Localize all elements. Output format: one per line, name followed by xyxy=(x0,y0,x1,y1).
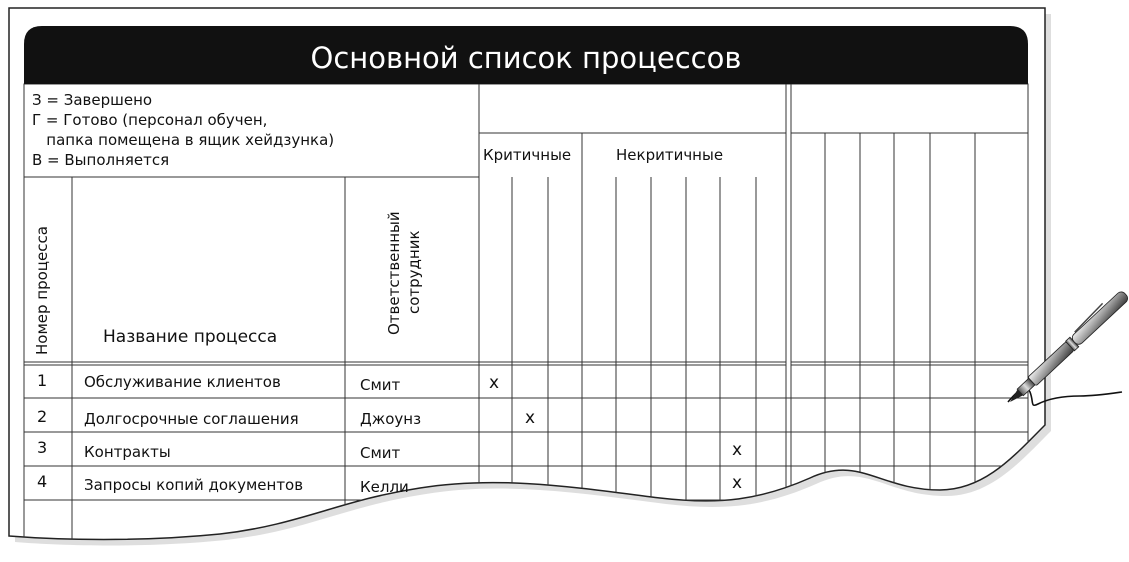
group-noncritical-label: Некритичные xyxy=(616,146,724,164)
row-2-status-mark: x xyxy=(524,408,536,428)
row-4-name: Запросы копий документов xyxy=(84,476,304,494)
row-1-number: 1 xyxy=(37,371,48,390)
row-1-name: Обслуживание клиентов xyxy=(84,373,281,391)
column-header-owner-line2: сотрудник xyxy=(405,230,423,314)
row-2-owner: Джоунз xyxy=(360,410,422,428)
row-1-owner: Смит xyxy=(360,376,401,394)
row-3-status-mark: x xyxy=(731,440,743,460)
row-3-owner: Смит xyxy=(360,444,401,462)
row-4-number: 4 xyxy=(37,472,48,491)
column-header-owner-line1: Ответственный xyxy=(385,211,403,335)
column-header-name: Название процесса xyxy=(103,327,278,347)
column-header-number: Номер процесса xyxy=(33,226,51,355)
row-1-status-mark: x xyxy=(488,373,500,393)
legend-line-2: Г = Готово (персонал обучен, xyxy=(32,111,268,129)
legend-line-3: папка помещена в ящик хейдзунка) xyxy=(32,131,335,149)
row-3-name: Контракты xyxy=(84,443,171,461)
legend-line-4: В = Выполняется xyxy=(32,151,170,169)
row-2-name: Долгосрочные соглашения xyxy=(84,410,299,428)
legend-line-1: З = Завершено xyxy=(32,91,153,109)
row-3-number: 3 xyxy=(37,438,48,457)
row-2-number: 2 xyxy=(37,407,48,426)
page-title: Основной список процессов xyxy=(310,41,742,75)
group-critical-label: Критичные xyxy=(483,146,572,164)
row-4-status-mark: x xyxy=(731,473,743,493)
row-4-owner: Келли xyxy=(360,478,409,496)
